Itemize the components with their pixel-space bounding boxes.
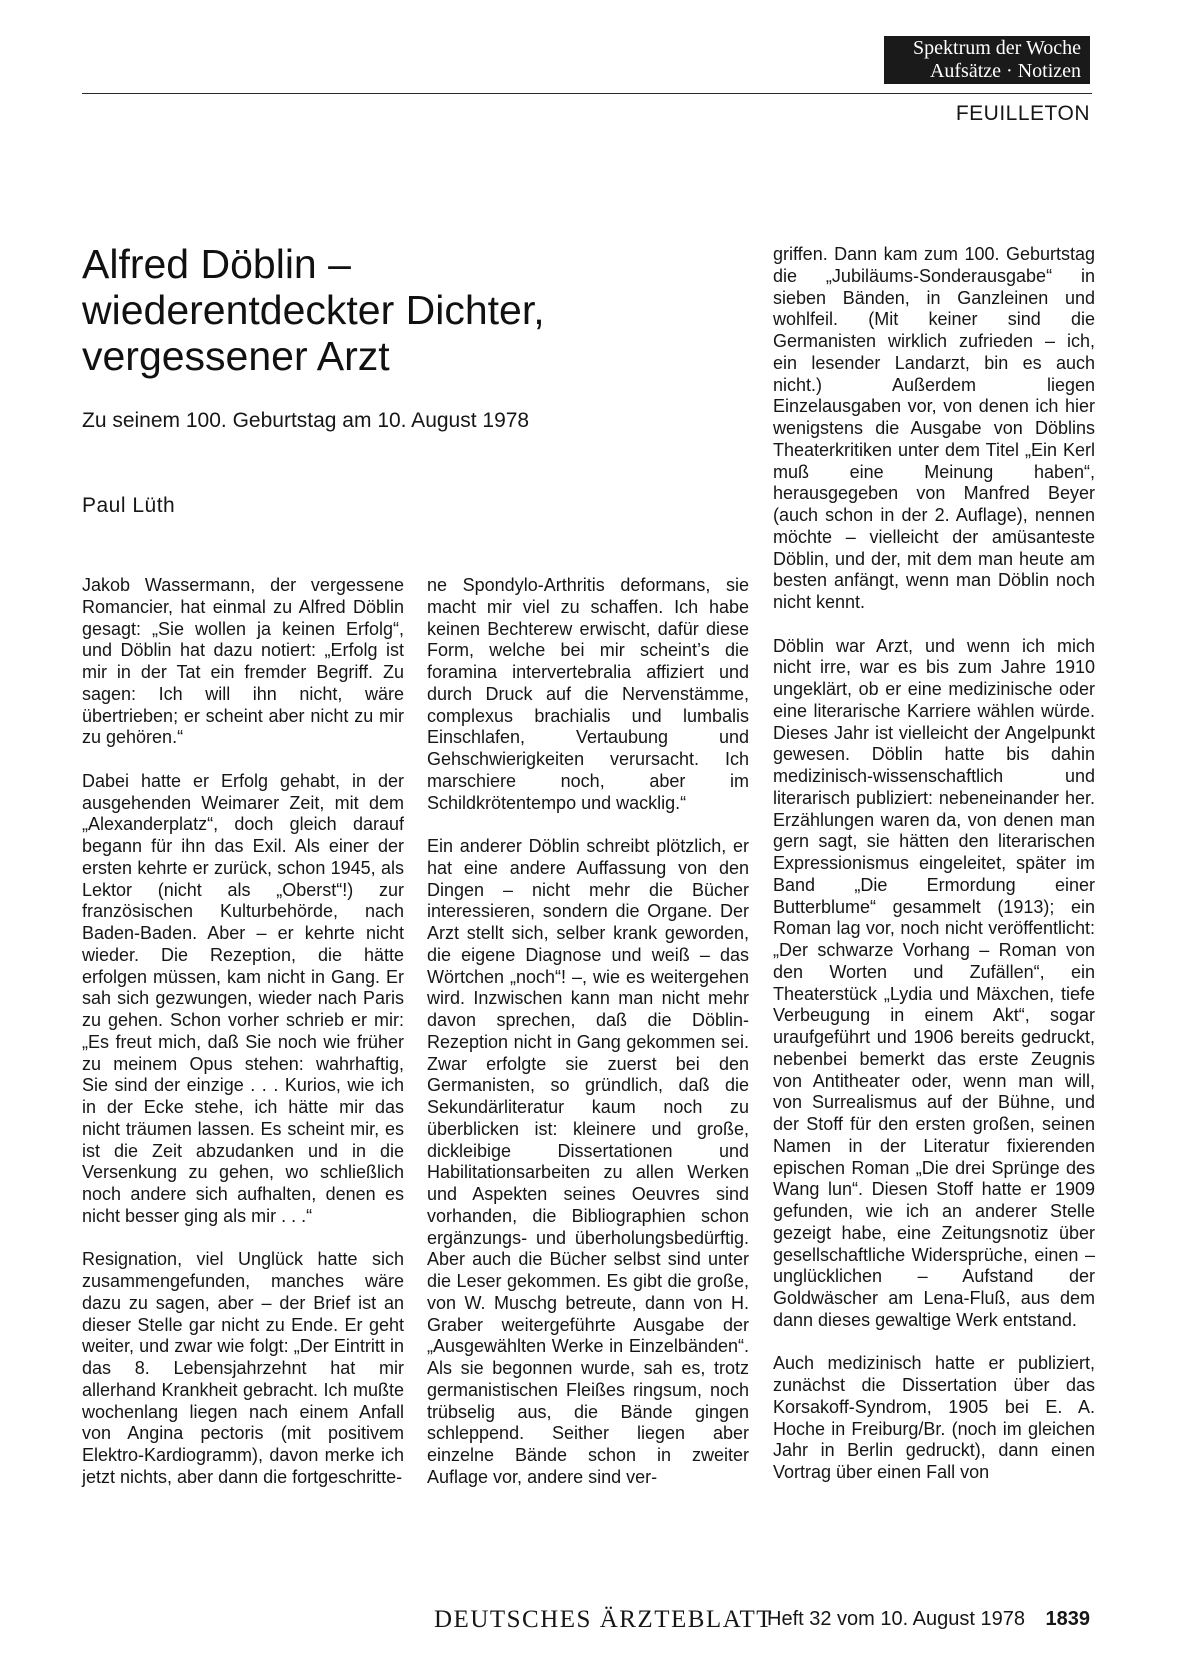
badge-line-1: Spektrum der Woche [913,37,1081,59]
paragraph: Döblin war Arzt, und wenn ich mich nicht irre, war es bis zum Jahre 1910 ungeklärt, ob er eine medizinische oder eine literarische Karriere wählen würde. Dieses Jahr ist vielleicht der Angelpunkt gewesen. Döblin hatte bis dahin medizinisch-wissenschaftlich und literarisch publiziert: nebeneinander her. Erzählungen waren da, von denen man gern sagt, sie hätten den literarischen Expressionismus eingeleitet, später im Band „Die Ermordung einer Butterblume“ gesammelt (1913); ein Roman lag vor, noch nicht veröffentlicht: „Der schwarze Vorhang – Roman von den Worten und Zufällen“, ein Theaterstück „Lydia und Mäxchen, tiefe Verbeugung in einem Akt“, sogar uraufgeführt und 1906 bereits gedruckt, nebenbei bemerkt das erste Zeugnis von Antitheater oder, wenn man will, von Surrealismus auf der Bühne, und der Stoff für den ersten großen, seinen Namen in der Literatur fixierenden epischen Roman „Die drei Sprünge des Wang lun“. Diesen Stoff hatte er 1909 gefunden, wie ich an anderer Stelle gezeigt habe, eine Zeitungsnotiz über gesellschaftliche Widersprüche, einen – unglücklichen – Aufstand der Goldwäscher am Lena-Fluß, aus dem dann dieses gewaltige Werk entstand. [773,635,1095,1330]
paragraph: Jakob Wassermann, der vergessene Romancier, hat einmal zu Alfred Döblin gesagt: „Sie wollen ja keinen Erfolg“, und Döblin hat dazu notiert: „Erfolg ist mir in der Tat ein fremder Begriff. Zu sagen: Ich will ihn nicht, wäre übertrieben; er scheint aber nicht zu mir zu gehören.“ [82,575,404,748]
journal-name: DEUTSCHES ÄRZTEBLATT [434,1606,774,1633]
article-author: Paul Lüth [82,494,176,517]
paragraph: Dabei hatte er Erfolg gehabt, in der ausgehenden Weimarer Zeit, mit dem „Alexanderplatz“, doch gleich darauf begann für ihn das Exil. Als einer der ersten kehrte er zurück, schon 1945, als Lektor (nicht als „Oberst“!) zur französischen Kulturbehörde, nach Baden-Baden. Aber – er kehrte nicht wieder. Die Rezeption, die hätte erfolgen müssen, kam nicht in Gang. Er sah sich gezwungen, wieder nach Paris zu gehen. Schon vorher schrieb er mir: „Es freut mich, daß Sie noch wie früher zu meinem Opus stehen: wahrhaftig, Sie sind der einzige . . . Kurios, wie ich in der Ecke stehe, ich hätte mir das nicht träumen lassen. Es scheint mir, es ist die Zeit abzudanken und in die Versenkung zu gehen, wo schließlich noch andere sich aufhalten, denen es nicht besser ging als mir . . .“ [82,770,404,1226]
paragraph: Ein anderer Döblin schreibt plötzlich, er hat eine andere Auffassung von den Dingen – nicht mehr die Bücher interessieren, sondern die Organe. Der Arzt stellt sich, selber krank geworden, die eigene Diagnose und weiß – das Wörtchen „noch“! –, wie es weitergehen wird. Inzwischen kann man nicht mehr davon sprechen, daß die Döblin-Rezeption nicht in Gang gekommen sei. Zwar erfolgte sie zuerst bei den Germanisten, so gründlich, daß die Sekundärliteratur kaum noch zu überblicken ist: kleinere und große, dickleibige Dissertationen und Habilitationsarbeiten zu allen Werken und Aspekten seines Oeuvres sind vorhanden, die Bibliographien schon ergänzungs- und überholungsbedürftig. Aber auch die Bücher selbst sind unter die Leser gekommen. Es gibt die große, von W. Muschg betreute, dann von H. Graber weitergeführte Ausgabe der „Ausgewählten Werke in Einzelbänden“. Als sie begonnen wurde, sah es, trotz germanistischen Fleißes ringsum, noch trübselig aus, die Bände gingen schleppend. Seither liegen aber einzelne Bände schon in zweiter Auflage vor, andere sind ver- [427,836,749,1487]
paragraph: Resignation, viel Unglück hatte sich zusammengefunden, manches wäre dazu zu sagen, aber – der Brief ist an dieser Stelle gar nicht zu Ende. Er geht weiter, und zwar wie folgt: „Der Eintritt in das 8. Lebensjahrzehnt hat mir allerhand Krankheit gebracht. Ich mußte wochenlang liegen nach einem Anfall von Angina pectoris (mit positivem Elektro-Kardiogramm), davon merke ich jetzt nichts, aber dann die fortgeschritte- [82,1249,404,1487]
article-title [82,241,762,379]
title-line-1: Alfred Döblin – [82,241,351,287]
badge-line-2: Aufsätze · Notizen [929,60,1081,82]
text-column-2 [427,575,749,1489]
issue-info: Heft 32 vom 10. August 1978 [767,1608,1025,1630]
title-line-3: vergessener Arzt [82,333,390,379]
title-line-2: wiederentdeckter Dichter, [82,287,545,333]
section-label: FEUILLETON [955,102,1090,125]
header-rule [82,93,1092,94]
article-subtitle: Zu seinem 100. Geburtstag am 10. August 1978 [82,409,530,432]
paragraph: ne Spondylo-Arthritis deformans, sie macht mir viel zu schaffen. Ich habe keinen Bechterew erwischt, dafür diese Form, welche bei mir scheint’s die foramina intervertebralia affiziert und durch Druck auf die Nervenstämme, complexus brachialis und lumbalis Einschlafen, Vertaubung und Gehschwierigkeiten verursacht. Ich marschiere noch, aber im Schildkrötentempo und wacklig.“ [427,575,749,813]
page-number: 1839 [1045,1608,1090,1630]
paragraph: griffen. Dann kam zum 100. Geburtstag die „Jubiläums-Sonderausgabe“ in sieben Bänden, in Ganzleinen und wohlfeil. (Mit keiner sind die Germanisten wirklich zufrieden – ich, ein lesender Landarzt, bin es auch nicht.) Außerdem liegen Einzelausgaben vor, von denen ich hier wenigstens die Ausgabe von Döblins Theaterkritiken unter dem Titel „Ein Kerl muß eine Meinung haben“, herausgegeben von Manfred Beyer (auch schon in der 2. Auflage), nennen möchte – vielleicht der amüsanteste Döblin, und der, mit dem man heute am besten anfängt, wenn man Döblin noch nicht kennt. [773,244,1095,612]
paragraph: Auch medizinisch hatte er publiziert, zunächst die Dissertation über das Korsakoff-Syndrom, 1905 bei E. A. Hoche in Freiburg/Br. (noch im gleichen Jahr in Berlin gedruckt), dann einen Vortrag über einen Fall von [773,1353,1095,1482]
text-column-1 [82,575,404,1489]
text-column-3 [773,244,1095,1484]
section-badge [884,36,1090,84]
